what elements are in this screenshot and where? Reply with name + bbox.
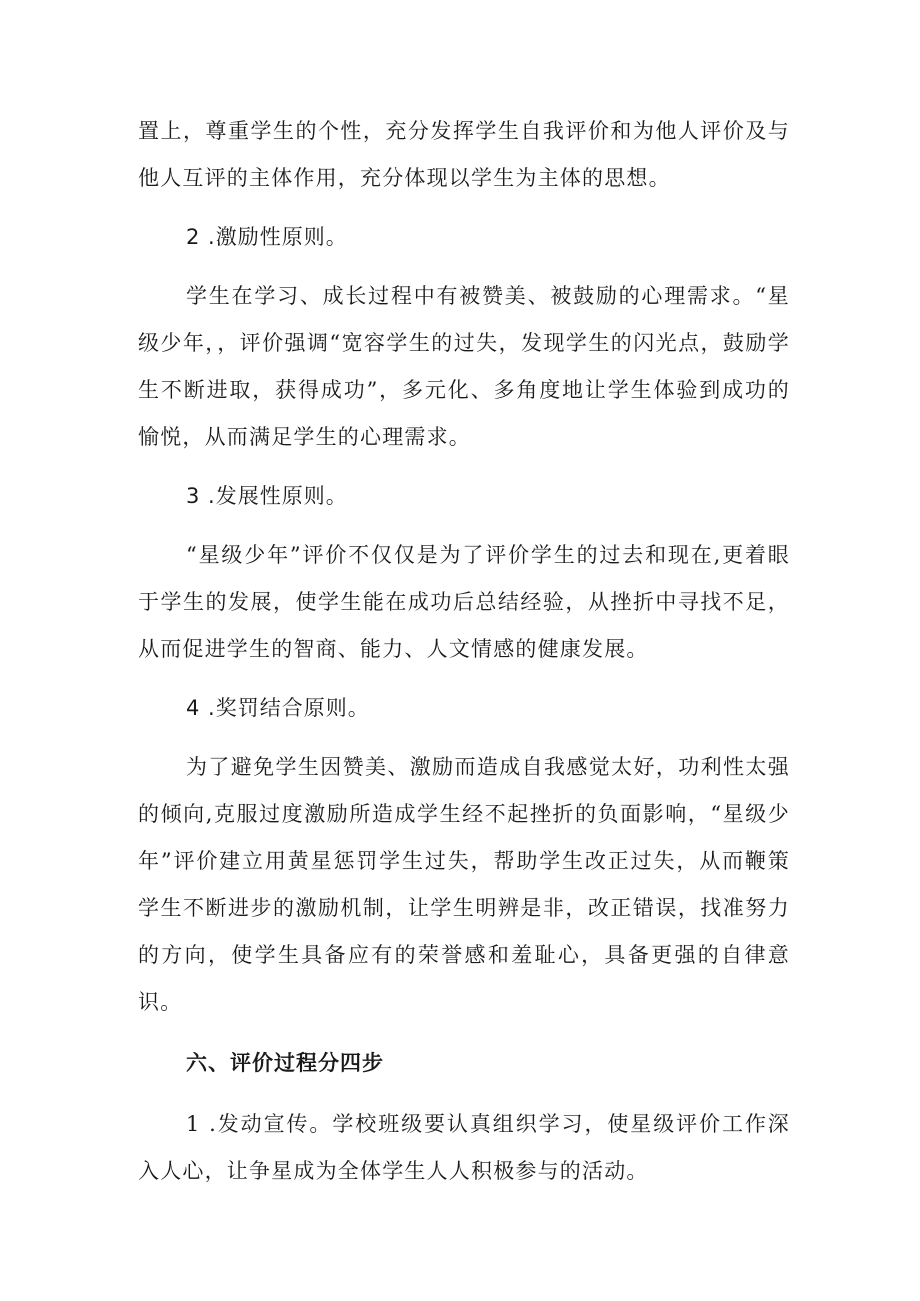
principle-heading-incentive: 2 .激励性原则。 <box>186 225 348 249</box>
document-body <box>138 108 790 1195</box>
section-title: 六、评价过程分四步 <box>186 1051 384 1075</box>
paragraph-reward: 为了避免学生因赞美、激励而造成自我感觉太好，功利性太强的倾向,克服过度激励所造成学生经不起挫折的负面影响，“星级少年”评价建立用黄星惩罚学生过失，帮助学生改正过失，从而鞭策学生不断进步的激励机制，让学生明辨是非，改正错误，找准努力的方向，使学生具备应有的荣誉感和羞耻心，具备更强的自律意识。 <box>138 755 790 1014</box>
principle-heading-reward: 4 .奖罚结合原则。 <box>186 696 370 720</box>
paragraph-step-one: 1 .发动宣传。学校班级要认真组织学习，使星级评价工作深入人心，让争星成为全体学生人人积极参与的活动。 <box>138 1112 790 1183</box>
paragraph-incentive: 学生在学习、成长过程中有被赞美、被鼓励的心理需求。“星级少年，，评价强调“宽容学生的过失，发现学生的闪光点，鼓励学生不断进取，获得成功”，多元化、多角度地让学生体验到成功的愉悦，从而满足学生的心理需求。 <box>138 284 790 449</box>
paragraph-continuation: 置上，尊重学生的个性，充分发挥学生自我评价和为他人评价及与他人互评的主体作用，充分体现以学生为主体的思想。 <box>138 119 790 190</box>
paragraph-development: “星级少年”评价不仅仅是为了评价学生的过去和现在,更着眼于学生的发展，使学生能在成功后总结经验，从挫折中寻找不足，从而促进学生的智商、能力、人文情感的健康发展。 <box>138 543 790 661</box>
principle-heading-development: 3 .发展性原则。 <box>186 484 348 508</box>
